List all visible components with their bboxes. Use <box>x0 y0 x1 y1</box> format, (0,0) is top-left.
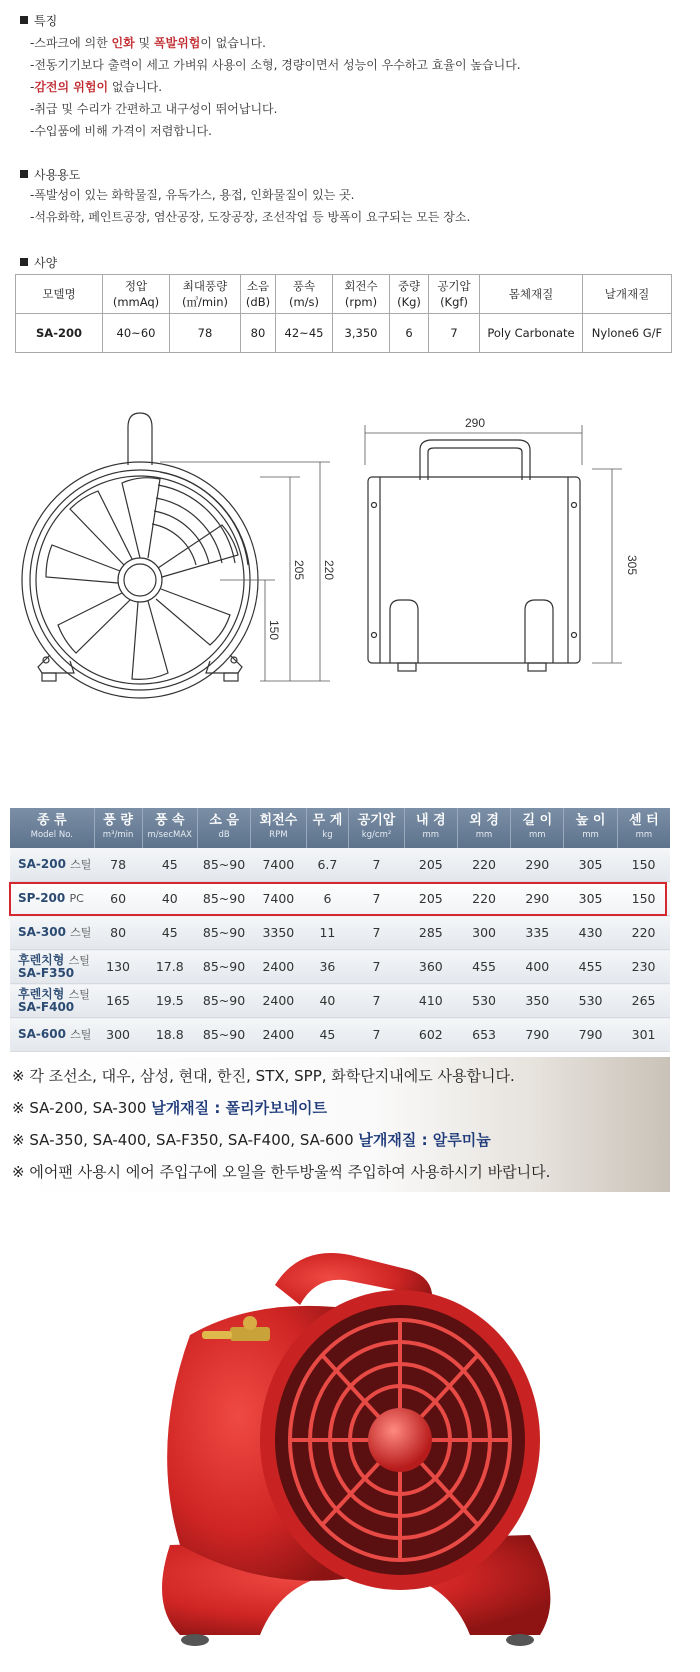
table-row <box>10 1018 670 1052</box>
feature-line: -감전의 위험이 없습니다. <box>30 80 163 94</box>
table-cell: 305 <box>564 848 617 882</box>
table-cell: 18.8 <box>142 1018 197 1052</box>
spec-header: 공기압 (Kgf) <box>429 275 480 314</box>
table-cell: 85~90 <box>197 916 250 950</box>
feature-line: -전동기기보다 출력이 세고 가벼워 사용이 소형, 경량이면서 성능이 우수하고 효율이 높습니다. <box>30 58 521 72</box>
spec-data-row <box>16 314 672 353</box>
table-cell: 45 <box>142 848 197 882</box>
notes-banner <box>10 1057 670 1192</box>
table-cell: 220 <box>457 848 510 882</box>
table-row <box>10 916 670 950</box>
spec-section <box>20 254 57 270</box>
table-cell: 2400 <box>251 984 306 1018</box>
spec-header: 소음 (dB) <box>241 275 276 314</box>
table-cell: 205 <box>404 848 457 882</box>
table-cell: 410 <box>404 984 457 1018</box>
spec-header: 정압 (mmAq) <box>103 275 170 314</box>
features-title: 특징 <box>34 13 58 28</box>
spec-cell: 78 <box>170 314 241 353</box>
square-bullet-icon <box>20 16 28 24</box>
models-header: 외 경 mm <box>457 808 510 848</box>
spec-header-row <box>16 275 672 314</box>
table-cell: 11 <box>306 916 349 950</box>
models-header-row <box>10 808 670 848</box>
model-cell: SA-600 스틸 <box>10 1018 94 1052</box>
table-cell: 300 <box>94 1018 142 1052</box>
table-cell: 653 <box>457 1018 510 1052</box>
table-cell: 85~90 <box>197 882 250 916</box>
spec-header: 몸체재질 <box>480 275 583 314</box>
table-cell: 230 <box>617 950 670 984</box>
dim-150: 150 <box>267 620 281 641</box>
table-cell: 85~90 <box>197 984 250 1018</box>
table-cell: 790 <box>564 1018 617 1052</box>
spec-cell: Nylone6 G/F <box>583 314 672 353</box>
spec-cell: Poly Carbonate <box>480 314 583 353</box>
table-cell: 85~90 <box>197 848 250 882</box>
table-cell: 335 <box>511 916 564 950</box>
table-cell: 602 <box>404 1018 457 1052</box>
models-header: 풍 량 m³/min <box>94 808 142 848</box>
table-cell: 2400 <box>251 1018 306 1052</box>
table-cell: 150 <box>617 848 670 882</box>
models-header: 내 경 mm <box>404 808 457 848</box>
note-line: ※ 각 조선소, 대우, 삼성, 현대, 한진, STX, SPP, 화학단지내에도 사용합니다. <box>12 1067 515 1085</box>
dim-220: 220 <box>322 560 336 581</box>
dim-205: 205 <box>292 560 306 581</box>
spec-cell: 7 <box>429 314 480 353</box>
square-bullet-icon <box>20 258 28 266</box>
model-cell: SA-200 스틸 <box>10 848 94 882</box>
dim-305: 305 <box>625 555 639 576</box>
spec-cell: 80 <box>241 314 276 353</box>
table-cell: 85~90 <box>197 950 250 984</box>
table-cell: 6.7 <box>306 848 349 882</box>
table-cell: 45 <box>306 1018 349 1052</box>
table-row-highlighted <box>10 882 670 916</box>
spec-cell: 42~45 <box>276 314 333 353</box>
features-section <box>20 12 521 142</box>
table-row <box>10 984 670 1018</box>
table-cell: 40 <box>142 882 197 916</box>
table-cell: 85~90 <box>197 1018 250 1052</box>
table-cell: 455 <box>457 950 510 984</box>
table-cell: 290 <box>511 882 564 916</box>
models-table-container <box>10 808 670 1052</box>
table-cell: 80 <box>94 916 142 950</box>
fan-front-view-drawing <box>10 405 350 725</box>
spec-cell: 6 <box>390 314 429 353</box>
table-cell: 7 <box>349 848 404 882</box>
table-cell: 36 <box>306 950 349 984</box>
table-cell: 7400 <box>251 848 306 882</box>
model-cell: SA-300 스틸 <box>10 916 94 950</box>
table-row <box>10 950 670 984</box>
table-cell: 220 <box>617 916 670 950</box>
table-cell: 265 <box>617 984 670 1018</box>
usage-line: -폭발성이 있는 화학물질, 유독가스, 용접, 인화물질이 있는 곳. <box>30 188 355 202</box>
note-line: ※ 에어팬 사용시 에어 주입구에 오일을 한두방울씩 주입하여 사용하시기 바랍니다. <box>12 1163 551 1181</box>
table-cell: 7 <box>349 882 404 916</box>
table-cell: 17.8 <box>142 950 197 984</box>
table-cell: 7 <box>349 916 404 950</box>
spec-header: 중량 (Kg) <box>390 275 429 314</box>
table-cell: 220 <box>457 882 510 916</box>
table-cell: 360 <box>404 950 457 984</box>
model-cell: 후렌치형 스틸 SA-F400 <box>10 984 94 1018</box>
table-cell: 165 <box>94 984 142 1018</box>
models-table <box>10 808 670 1052</box>
usage-section <box>20 166 470 228</box>
models-header: 높 이 mm <box>564 808 617 848</box>
table-row <box>10 848 670 882</box>
models-header: 회전수 RPM <box>251 808 306 848</box>
table-cell: 290 <box>511 848 564 882</box>
note-line: ※ SA-200, SA-300 날개재질 : 폴리카보네이트 <box>12 1099 328 1117</box>
table-cell: 3350 <box>251 916 306 950</box>
note-line: ※ SA-350, SA-400, SA-F350, SA-F400, SA-600 날개재질 : 알루미늄 <box>12 1131 491 1149</box>
table-cell: 285 <box>404 916 457 950</box>
spec-header: 모델명 <box>16 275 103 314</box>
table-cell: 350 <box>511 984 564 1018</box>
table-cell: 400 <box>511 950 564 984</box>
feature-line: -스파크에 의한 인화 및 폭발위험이 없습니다. <box>30 36 266 50</box>
table-cell: 205 <box>404 882 457 916</box>
models-header: 무 게 kg <box>306 808 349 848</box>
dim-290: 290 <box>465 416 486 430</box>
models-header: 종 류 Model No. <box>10 808 94 848</box>
table-cell: 7 <box>349 984 404 1018</box>
table-cell: 530 <box>564 984 617 1018</box>
square-bullet-icon <box>20 170 28 178</box>
table-cell: 19.5 <box>142 984 197 1018</box>
table-cell: 455 <box>564 950 617 984</box>
table-cell: 130 <box>94 950 142 984</box>
table-cell: 45 <box>142 916 197 950</box>
table-cell: 530 <box>457 984 510 1018</box>
product-photo-red-fan <box>110 1215 590 1670</box>
spec-cell: 40~60 <box>103 314 170 353</box>
model-cell: 후렌치형 스틸 SA-F350 <box>10 950 94 984</box>
models-header: 길 이 mm <box>511 808 564 848</box>
table-cell: 300 <box>457 916 510 950</box>
feature-line: -취급 및 수리가 간편하고 내구성이 뛰어납니다. <box>30 102 278 116</box>
table-cell: 7400 <box>251 882 306 916</box>
spec-header: 날개재질 <box>583 275 672 314</box>
table-cell: 40 <box>306 984 349 1018</box>
spec-table <box>15 274 672 353</box>
table-cell: 150 <box>617 882 670 916</box>
usage-line: -석유화학, 페인트공장, 염산공장, 도장공장, 조선작업 등 방폭이 요구되는 모든 장소. <box>30 210 471 224</box>
spec-cell: SA-200 <box>16 314 103 353</box>
fan-side-view-drawing <box>360 405 680 725</box>
model-cell: SP-200 PC <box>10 882 94 916</box>
models-header: 소 음 dB <box>197 808 250 848</box>
table-cell: 7 <box>349 1018 404 1052</box>
models-header: 공기압 kg/cm² <box>349 808 404 848</box>
table-cell: 305 <box>564 882 617 916</box>
models-header: 센 터 mm <box>617 808 670 848</box>
spec-header: 최대풍량 (㎥/min) <box>170 275 241 314</box>
table-cell: 78 <box>94 848 142 882</box>
table-cell: 6 <box>306 882 349 916</box>
spec-cell: 3,350 <box>333 314 390 353</box>
table-cell: 60 <box>94 882 142 916</box>
table-cell: 301 <box>617 1018 670 1052</box>
table-cell: 790 <box>511 1018 564 1052</box>
table-cell: 2400 <box>251 950 306 984</box>
table-cell: 430 <box>564 916 617 950</box>
models-header: 풍 속 m/secMAX <box>142 808 197 848</box>
spec-title: 사양 <box>34 255 58 270</box>
spec-header: 풍속 (m/s) <box>276 275 333 314</box>
usage-title: 사용용도 <box>34 167 81 182</box>
spec-header: 회전수 (rpm) <box>333 275 390 314</box>
table-cell: 7 <box>349 950 404 984</box>
feature-line: -수입품에 비해 가격이 저렴합니다. <box>30 124 212 138</box>
